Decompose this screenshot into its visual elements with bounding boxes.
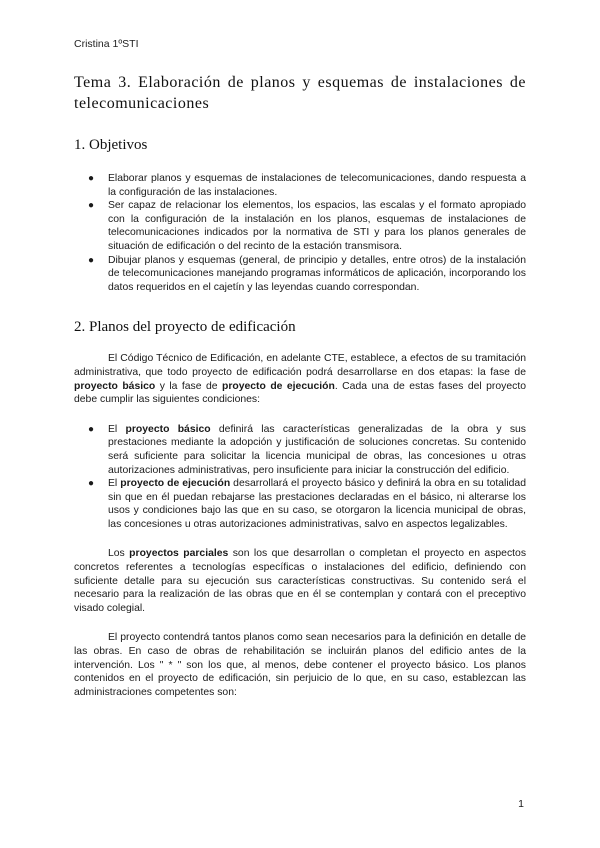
section-heading-planos: 2. Planos del proyecto de edificación [74,319,296,336]
page-content [74,72,526,699]
list-item: ● El proyecto de ejecución desarrollará el proyecto básico y definirá la obra en su totalidad sin que en él puedan rebajarse las prestaciones declaradas en el básico, ni alterarse los usos y condiciones bajo las que en su caso, se otorgaron la licencia municipal de obras, las concesiones u otras autorizaciones administrativas, salvo en aspectos legalizables. [88,478,526,530]
bullet-icon: ● [88,478,95,490]
partial-projects-paragraph: Los proyectos parciales son los que desarrollan o completan el proyecto en aspectos concretos referentes a tecnologías específicas o instalaciones del edificio, definiendo con suficiente detalle para su ejecución sus características constructivas. Su contenido será el necesario para la realización de las obras que en él se contemplan y contará con el preceptivo visado colegial. [74,548,527,614]
objectives-list [74,172,526,294]
list-item: ● Ser capaz de relacionar los elementos, los espacios, las escalas y el formato apropiado con la configuración de la instalación en los planos, esquemas de instalaciones de telecomunicaciones indicados por la normativa de STI y para los planos generales de situación de edificación o del recinto de la estación transmisora. [88,200,526,252]
list-item: ● Elaborar planos y esquemas de instalaciones de telecomunicaciones, dando respuesta a la configuración de las instalaciones. [88,173,526,198]
bullet-icon: ● [88,423,95,435]
plans-paragraph: El proyecto contendrá tantos planos como sean necesarios para la definición en detalle de las obras. En caso de obras de rehabilitación se incluirán planos del edificio antes de la intervención. Los " * " son los que, al menos, debe contener el proyecto básico. Los planos contenidos en el proyecto de edificación, sin perjuicio de lo que, en su caso, establezcan las administraciones competentes son: [74,632,526,698]
page-number: 1 [518,798,524,810]
section-heading-objetivos: 1. Objetivos [74,137,148,153]
intro-paragraph: El Código Técnico de Edificación, en adelante CTE, establece, a efectos de su tramitación administrativa, que todo proyecto de edificación podrá desarrollarse en dos etapas: la fase de proyecto básico y la fase de proyecto de ejecución. Cada una de estas fases del proyecto debe cumplir las siguientes condiciones: [74,353,526,406]
bullet-icon: ● [88,173,95,184]
list-item: ● El proyecto básico definirá las características generalizadas de la obra y sus prestaciones mediante la adopción y justificación de soluciones concretas. Su contenido será suficiente para solicitar la licencia municipal de obras, las concesiones u otras autorizaciones administrativas, pero insuficiente para iniciar la construcción del edificio. [88,423,526,476]
bullet-icon: ● [88,254,95,266]
project-phases-list [74,423,526,532]
document-title: Tema 3. Elaboración de planos y esquemas de instalaciones de telecomunicaciones [74,74,526,112]
page-header: Cristina 1ºSTI [74,38,139,50]
list-item: ● Dibujar planos y esquemas (general, de principio y detalles, entre otros) de la instalación de telecomunicaciones manejando programas informáticos de aplicación, incorporando los datos requeridos en el cajetín y las leyendas cuando correspondan. [88,254,526,293]
bullet-icon: ● [88,200,95,212]
